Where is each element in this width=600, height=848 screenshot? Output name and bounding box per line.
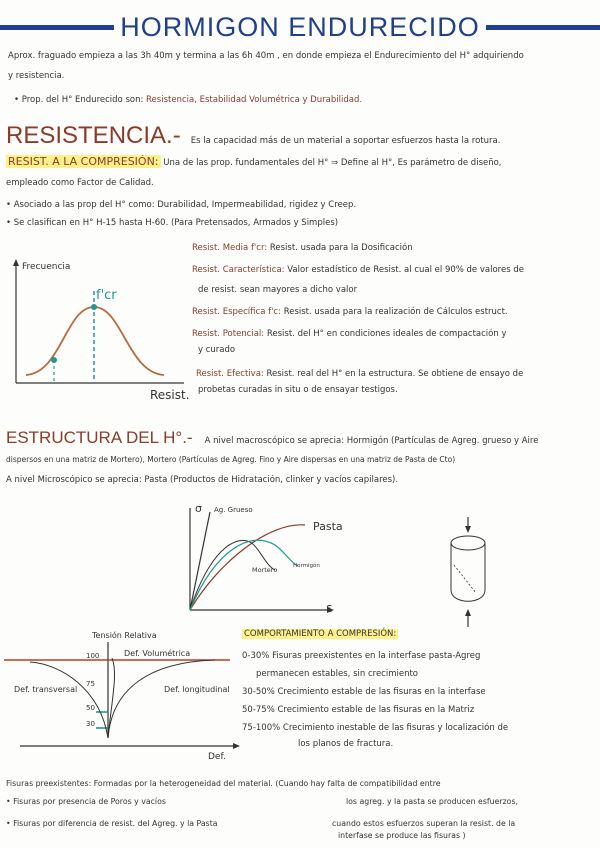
resist-type-row: de resist. sean mayores a dicho valor [198, 285, 358, 295]
volumetric-curve [108, 658, 115, 738]
intro-line-2: y resistencia. [8, 71, 65, 81]
bell-curve [26, 307, 164, 375]
tick-30: 30 [86, 720, 95, 728]
stress-label: σ [195, 502, 202, 515]
resist-type-row: Resist. Efectiva: Resist. real del H° en la estructura. Se obtiene de ensayo de [196, 369, 524, 379]
transversal-curve [30, 662, 108, 738]
fisuras-right-2: cuando estos esfuerzos superan la resist. de la [332, 819, 516, 828]
props-list: Resistencia, Estabilidad Volumétrica y Durabilidad. [146, 95, 363, 105]
tick-50: 50 [86, 704, 95, 712]
specimen-body [451, 543, 485, 601]
resistencia-definition: Es la capacidad más de un material a soportar esfuerzos hasta la rotura. [190, 136, 501, 146]
frecuencia-chart [6, 255, 196, 405]
peak-point [91, 304, 97, 310]
stress-strain-chart [180, 500, 360, 620]
tick-75: 75 [86, 680, 95, 688]
specimen-sketch [438, 515, 508, 630]
tick-100: 100 [86, 652, 100, 660]
estructura-heading: ESTRUCTURA DEL H°.- [6, 428, 193, 447]
resistencia-bullet-2: • Se clasifican en H° H-15 hasta H-60. (Para Pretensados, Armados y Simples) [6, 218, 339, 228]
intro-section [8, 50, 598, 106]
comportamiento-heading: COMPORTAMIENTO A COMPRESIÓN: [244, 629, 397, 639]
stage-line: 75-100% Crecimiento inestable de las fisuras y localización de [242, 723, 509, 733]
title-bar [0, 12, 600, 42]
estructura-line-1: A nivel macroscópico se aprecia: Hormigón (Partículas de Agreg. grueso y Aire [204, 436, 539, 446]
def-long-label: Def. longitudinal [164, 685, 230, 694]
estructura-line-3: A nivel Microscópico se aprecia: Pasta (Productos de Hidratación, clinker y vacíos capilares). [6, 475, 399, 485]
estructura-line-2: dispersos en una matriz de Mortero), Mortero (Partículas de Agreg. Fino y Aire dispersas en una matriz de Pasta de Cto) [6, 455, 456, 464]
resist-type-row: probetas curadas in situ o de ensayar testigos. [198, 385, 398, 395]
props-line [8, 94, 598, 106]
strain-label: ε [326, 601, 333, 615]
def-vol-label: Def. Volumétrica [124, 649, 191, 658]
fisuras-line-1: Fisuras preexistentes: Formadas por la heterogeneidad del material. (Cuando hay falta de compatibilidad entre [6, 779, 441, 788]
fisuras-right-3: interfase se produce las fisuras ) [338, 831, 466, 840]
resist-types-list [192, 242, 592, 400]
fisuras-left-1: • Fisuras por presencia de Poros y vacíos [6, 797, 166, 806]
resist-type-row: Resist. Característica: Valor estadístico de Resist. al cual el 90% de valores de [192, 265, 524, 275]
mortero-label: Mortero [252, 566, 278, 574]
hormigon-curve [190, 540, 298, 610]
frecuencia-xlabel: Resist. [150, 388, 190, 402]
page-title: HORMIGON ENDURECIDO [114, 12, 486, 42]
resist-type-row: Resist. Potencial: Resist. del H° en condiciones ideales de compactación y [192, 329, 507, 339]
hormigon-label: Hormigón [293, 563, 320, 569]
characteristic-point [51, 357, 57, 363]
intro-line-1: Aprox. fraguado empieza a las 3h 40m y termina a las 6h 40m , en donde empieza el Endurecimiento del H° adquiriendo [8, 51, 524, 61]
fisuras-section [6, 778, 596, 840]
estructura-section [6, 428, 596, 486]
resist-type-row: Resist. Media f'cr: Resist. usada para la Dosificación [192, 243, 413, 253]
stage-line: 50-75% Crecimiento estable de las fisuras en la Matriz [242, 705, 475, 715]
def-trans-label: Def. transversal [14, 685, 78, 694]
resistencia-section [6, 122, 596, 229]
comportamiento-chart [0, 628, 250, 763]
comportamiento-section [242, 628, 592, 750]
def-axis-label: Def. [208, 752, 226, 762]
compresion-label: RESIST. A LA COMPRESIÓN: [8, 155, 159, 168]
resistencia-heading: RESISTENCIA.- [6, 122, 181, 149]
fisuras-left-2: • Fisuras por diferencia de resist. del Agreg. y la Pasta [6, 819, 218, 828]
stage-line: 0-30% Fisuras preexistentes en la interfase pasta-Agreg [242, 651, 481, 661]
def-arrow-icon [233, 743, 240, 749]
tension-relativa-label: Tensión Relativa [92, 631, 157, 640]
resist-type-row: y curado [198, 345, 236, 355]
frecuencia-ylabel: Frecuencia [22, 262, 71, 272]
props-prefix: • Prop. del H° Endurecido son: [14, 95, 144, 105]
stage-line: permanecen estables, sin crecimiento [256, 669, 419, 679]
peak-label: f'cr [96, 288, 117, 303]
specimen-top [451, 536, 485, 550]
stage-line: 30-50% Crecimiento estable de las fisuras en la interfase [242, 687, 486, 697]
pasta-curve [190, 525, 305, 610]
resistencia-bullet-1: • Asociado a las prop del H° como: Durabilidad, Impermeabilidad, rigidez y Creep. [6, 200, 357, 210]
fracture-plane [454, 565, 476, 593]
pasta-label: Pasta [313, 520, 343, 533]
mortero-curve [190, 540, 278, 610]
y-axis-arrow-icon [13, 259, 19, 266]
compresion-text: Una de las prop. fundamentales del H° ⇒ Define al H°, Es parámetro de diseño, [163, 158, 502, 168]
compresion-text-2: empleado como Factor de Calidad. [6, 178, 154, 188]
stage-line: los planos de fractura. [298, 739, 394, 749]
ag-grueso-label: Ag. Grueso [214, 506, 253, 514]
fisuras-right-1: los agreg. y la pasta se producen esfuerzos, [346, 797, 518, 806]
resist-type-row: Resist. Específica f'c: Resist. usada para la realización de Cálculos estruct. [192, 307, 508, 317]
longitudinal-curve [108, 660, 215, 738]
